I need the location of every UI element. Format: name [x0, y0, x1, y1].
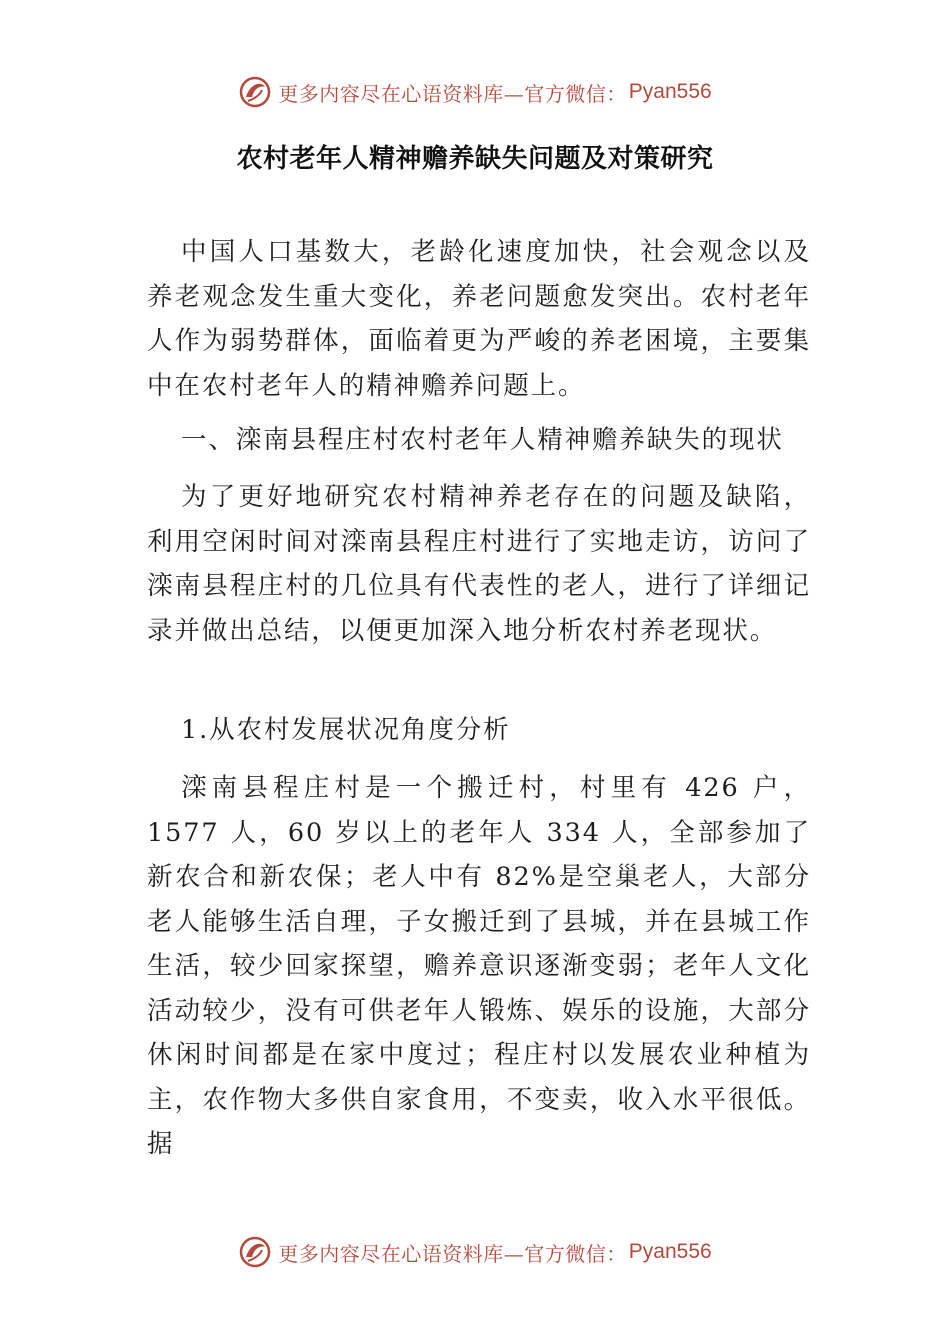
red-swirl-logo-icon	[238, 75, 272, 109]
banner-wechat-id: Pyan556	[628, 80, 712, 103]
section-heading-1: 一、滦南县程庄村农村老年人精神赡养缺失的现状	[181, 425, 784, 455]
paragraph-village-status: 滦南县程庄村是一个搬迁村，村里有 426 户，1577 人，60 岁以上的老年人 334 人，全部参加了新农合和新农保；老人中有 82%是空巢老人，大部分老人能够生活自理，子女搬迁到了县城，并在县城工作生活，较少回家探望，赡养意识逐渐变弱；老年人文化活动较少，没有可供老年人锻炼、娱乐的设施，大部分休闲时间都是在家中度过；程庄村以发展农业种植为主，农作物大多供自家食用，不变卖，收入水平很低。据	[147, 773, 811, 1159]
banner-text: 更多内容尽在心语资料库—官方微信：	[278, 1241, 627, 1266]
banner-text: 更多内容尽在心语资料库—官方微信：	[278, 81, 627, 106]
footer-banner	[0, 1232, 950, 1272]
header-banner	[0, 72, 950, 112]
red-swirl-logo-icon	[238, 1235, 272, 1269]
paragraph-intro: 中国人口基数大，老龄化速度加快，社会观念以及养老观念发生重大变化，养老问题愈发突出。农村老年人作为弱势群体，面临着更为严峻的养老困境，主要集中在农村老年人的精神赡养问题上。	[147, 237, 811, 401]
subsection-heading-1: 1.从农村发展状况角度分析	[181, 715, 511, 745]
paragraph-survey: 为了更好地研究农村精神养老存在的问题及缺陷，利用空闲时间对滦南县程庄村进行了实地走访，访问了滦南县程庄村的几位具有代表性的老人，进行了详细记录并做出总结，以便更加深入地分析农村养老现状。	[147, 482, 811, 646]
banner-wechat-id: Pyan556	[628, 1240, 712, 1263]
document-title: 农村老年人精神赡养缺失问题及对策研究	[236, 144, 714, 174]
